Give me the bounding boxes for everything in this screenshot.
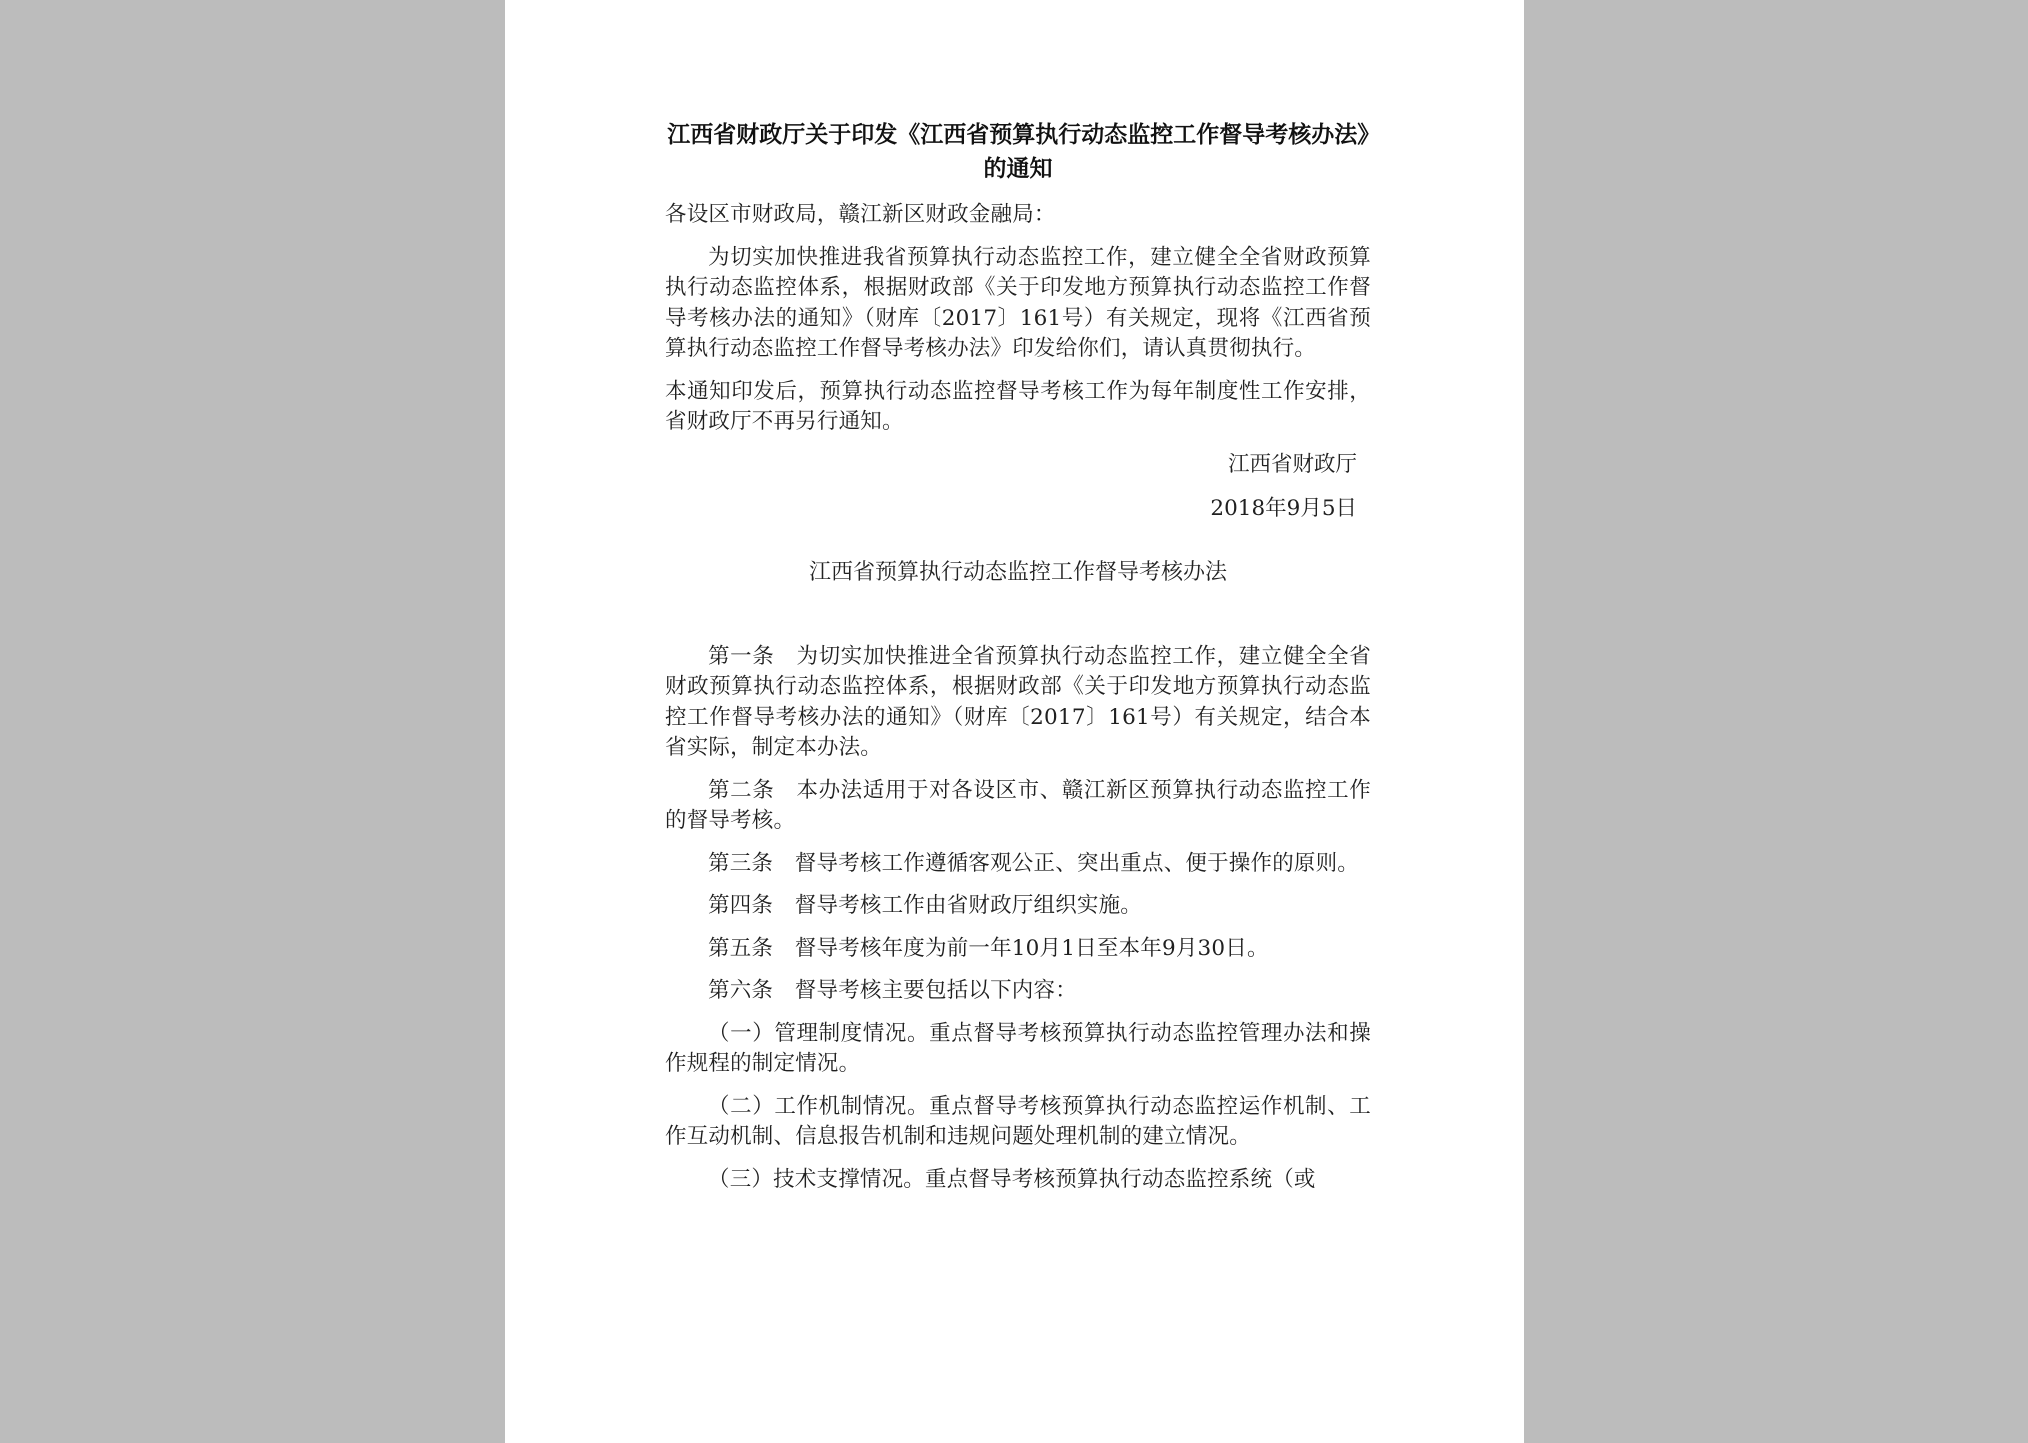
notice-paragraph-1: 为切实加快推进我省预算执行动态监控工作，建立健全全省财政预算执行动态监控体系，根据财政部《关于印发地方预算执行动态监控工作督导考核办法的通知》（财库〔2017〕161号）有关规定，现将《江西省预算执行动态监控工作督导考核办法》印发给你们，请认真贯彻执行。 — [665, 244, 1371, 361]
notice-issuer: 江西省财政厅 — [1227, 451, 1357, 477]
notice-recipients: 各设区市财政局，赣江新区财政金融局： — [665, 202, 1056, 227]
document-page — [505, 0, 1524, 1443]
document-body — [665, 118, 1371, 1207]
article-6: 第六条 督导考核主要包括以下内容： — [708, 978, 1077, 1003]
article-6-item-2: （二）工作机制情况。重点督导考核预算执行动态监控运作机制、工作互动机制、信息报告机制和违规问题处理机制的建立情况。 — [665, 1093, 1371, 1149]
notice-paragraph-2: 本通知印发后，预算执行动态监控督导考核工作为每年制度性工作安排，省财政厅不再另行通知。 — [665, 378, 1371, 434]
article-3: 第三条 督导考核工作遵循客观公正、突出重点、便于操作的原则。 — [708, 850, 1360, 876]
article-4: 第四条 督导考核工作由省财政厅组织实施。 — [708, 893, 1143, 918]
article-6-item-1: （一）管理制度情况。重点督导考核预算执行动态监控管理办法和操作规程的制定情况。 — [665, 1020, 1371, 1076]
article-1: 第一条 为切实加快推进全省预算执行动态监控工作，建立健全全省财政预算执行动态监控体系，根据财政部《关于印发地方预算执行动态监控工作督导考核办法的通知》（财库〔2017〕161号）有关规定，结合本省实际，制定本办法。 — [665, 643, 1371, 760]
article-2: 第二条 本办法适用于对各设区市、赣江新区预算执行动态监控工作的督导考核。 — [665, 777, 1371, 833]
notice-title: 江西省财政厅关于印发《江西省预算执行动态监控工作督导考核办法》的通知 — [667, 121, 1369, 182]
measures-title: 江西省预算执行动态监控工作督导考核办法 — [808, 559, 1227, 585]
notice-date: 2018年9月5日 — [1210, 495, 1357, 521]
article-5: 第五条 督导考核年度为前一年10月1日至本年9月30日。 — [708, 935, 1269, 961]
article-6-item-3: （三）技术支撑情况。重点督导考核预算执行动态监控系统（或 — [708, 1166, 1316, 1192]
